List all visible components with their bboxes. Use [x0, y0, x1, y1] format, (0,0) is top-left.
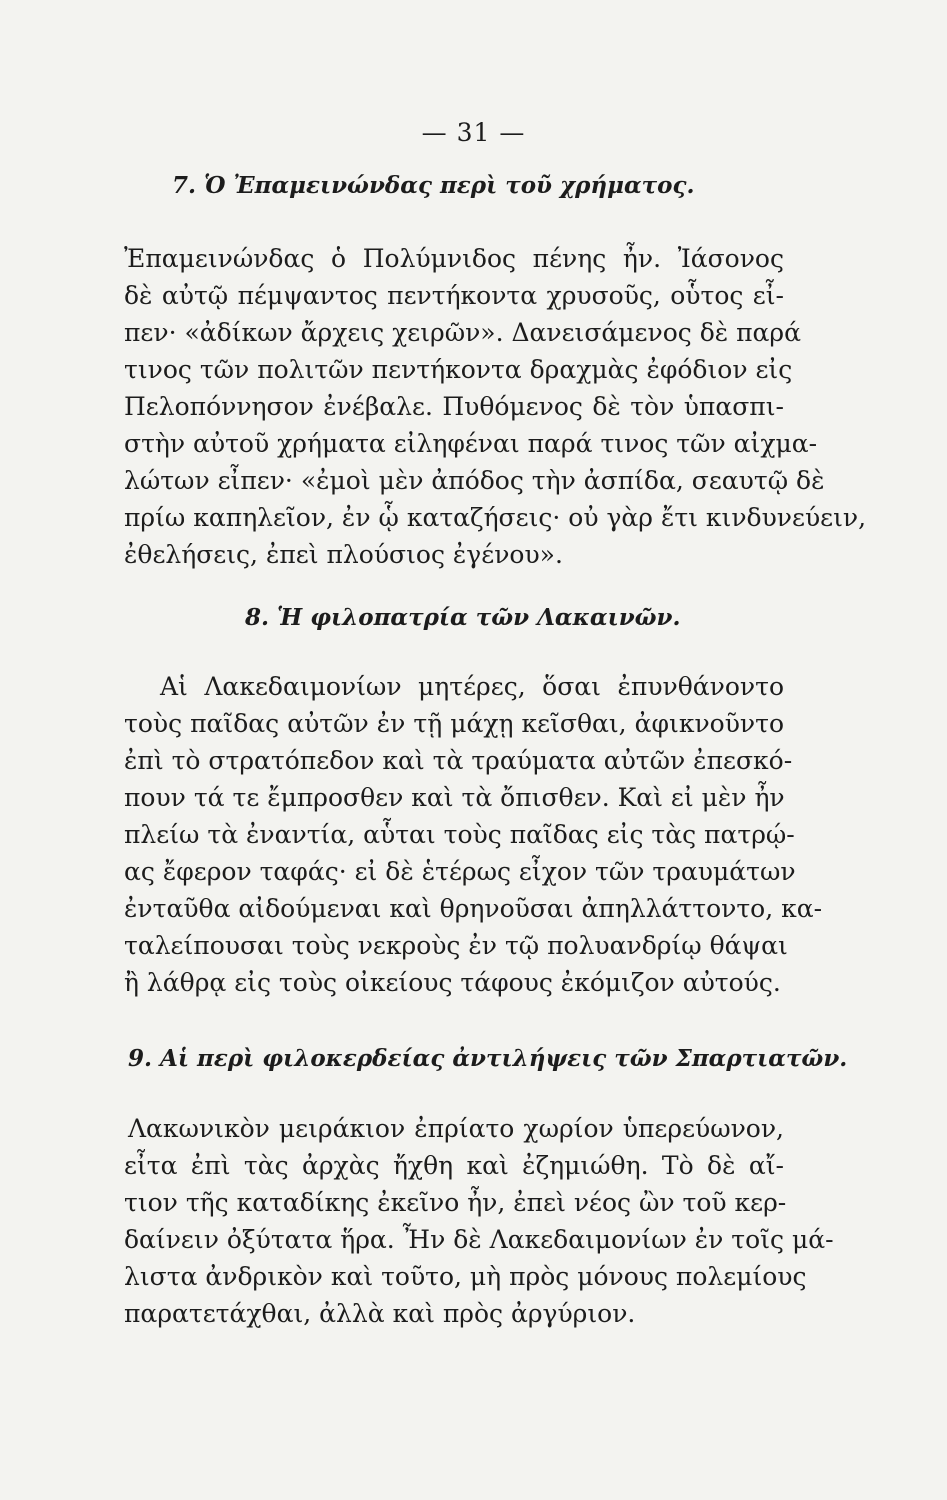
section-7-heading: 7. Ὁ Ἐπαμεινώνδας περὶ τοῦ χρήματος. — [172, 172, 695, 199]
text-line: ας ἔφερον ταφάς· εἰ δὲ ἑτέρως εἶχον τῶν τραυμάτων — [124, 857, 796, 886]
text-line: στὴν αὐτοῦ χρήματα εἰληφέναι παρά τινος τῶν αἰχμα- — [124, 429, 818, 458]
text-line: τιον τῆς καταδίκης ἐκεῖνο ἦν, ἐπεὶ νέος ὢν τοῦ κερ- — [124, 1188, 787, 1217]
text-line: Αἱ Λακεδαιμονίων μητέρες, ὅσαι ἐπυνθάνοντο — [160, 672, 784, 701]
text-line: Ἐπαμεινώνδας ὁ Πολύμνιδος πένης ἦν. Ἰάσονος — [124, 244, 784, 273]
section-9-heading: 9. Αἱ περὶ φιλοκερδείας ἀντιλήψεις τῶν Σπαρτιατῶν. — [128, 1045, 848, 1072]
text-line: λιστα ἀνδρικὸν καὶ τοῦτο, μὴ πρὸς μόνους πολεμίους — [124, 1262, 807, 1291]
text-line: πλείω τὰ ἐναντία, αὗται τοὺς παῖδας εἰς τὰς πατρῴ- — [124, 820, 795, 849]
text-line: πρίω καπηλεῖον, ἐν ᾧ καταζήσεις· οὐ γὰρ ἔτι κινδυνεύειν, — [124, 503, 867, 532]
section-8-paragraph — [124, 668, 823, 1001]
text-line: πουν τά τε ἔμπροσθεν καὶ τὰ ὄπισθεν. Καὶ εἰ μὲν ἦν — [124, 783, 785, 812]
text-line: Πελοπόννησον ἐνέβαλε. Πυθόμενος δὲ τὸν ὑπασπι- — [124, 392, 784, 421]
text-line: ἐνταῦθα αἰδούμεναι καὶ θρηνοῦσαι ἀπηλλάττοντο, κα- — [124, 894, 823, 923]
section-9-paragraph — [124, 1110, 834, 1332]
text-line: Λακωνικὸν μειράκιον ἐπρίατο χωρίον ὑπερεύωνον, — [128, 1114, 784, 1143]
text-line: ταλείπουσαι τοὺς νεκροὺς ἐν τῷ πολυανδρίῳ θάψαι — [124, 931, 788, 960]
section-8-heading: 8. Ἡ φιλοπατρία τῶν Λακαινῶν. — [245, 604, 681, 631]
text-line: τινος τῶν πολιτῶν πεντήκοντα δραχμὰς ἐφόδιον εἰς — [124, 355, 793, 384]
text-line: ἐπὶ τὸ στρατόπεδον καὶ τὰ τραύματα αὐτῶν ἐπεσκό- — [124, 746, 793, 775]
text-line: τοὺς παῖδας αὐτῶν ἐν τῇ μάχῃ κεῖσθαι, ἀφικνοῦντο — [124, 709, 784, 738]
text-line: ἢ λάθρᾳ εἰς τοὺς οἰκείους τάφους ἐκόμιζον αὐτούς. — [124, 968, 781, 997]
text-line: δαίνειν ὀξύτατα ἥρα. Ἦν δὲ Λακεδαιμονίων ἐν τοῖς μά- — [124, 1225, 834, 1254]
text-line: παρατετάχθαι, ἀλλὰ καὶ πρὸς ἀργύριον. — [124, 1299, 636, 1328]
text-line: ἐθελήσεις, ἐπεὶ πλούσιος ἐγένου». — [124, 540, 563, 569]
section-7-paragraph — [124, 240, 867, 573]
page-number: — 31 — — [421, 118, 526, 147]
text-line: εἶτα ἐπὶ τὰς ἀρχὰς ἤχθη καὶ ἐζημιώθη. Τὸ δὲ αἴ- — [124, 1151, 784, 1180]
text-line: λώτων εἶπεν· «ἐμοὶ μὲν ἀπόδος τὴν ἀσπίδα, σεαυτῷ δὲ — [124, 466, 825, 495]
text-line: δὲ αὐτῷ πέμψαντος πεντήκοντα χρυσοῦς, οὗτος εἶ- — [124, 281, 784, 310]
text-line: πεν· «ἀδίκων ἄρχεις χειρῶν». Δανεισάμενος δὲ παρά — [124, 318, 802, 347]
